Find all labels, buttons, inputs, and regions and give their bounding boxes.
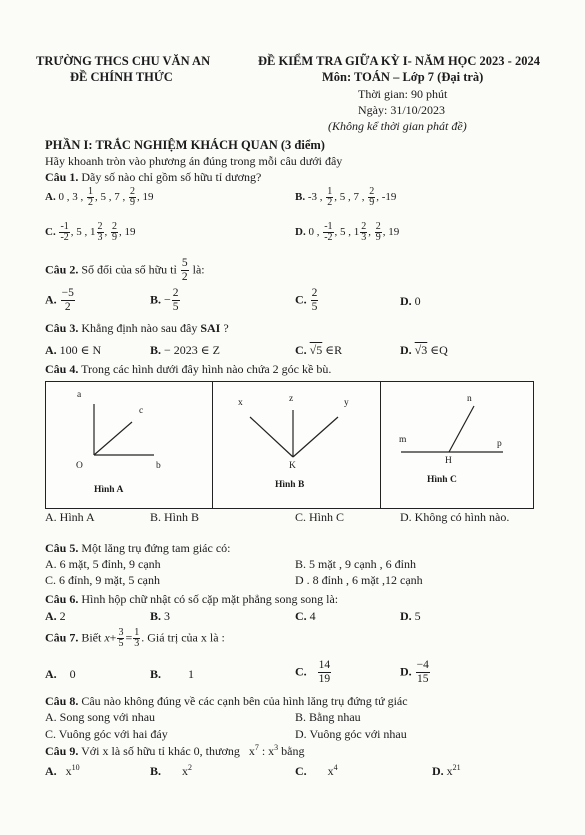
option-label: D. [400, 510, 412, 524]
option-text: , [104, 226, 108, 239]
frac-num: −5 [61, 287, 74, 299]
frac-den: -2 [324, 232, 333, 243]
q3-option-c[interactable] [295, 343, 342, 358]
frac-num: 1 [134, 627, 140, 638]
q7-option-b[interactable] [150, 667, 194, 682]
power-exponent: 2 [188, 763, 193, 772]
option-label: B. [150, 667, 162, 681]
frac-num: -1 [324, 221, 333, 232]
option-text: ∈R [322, 343, 343, 357]
q8-option-d[interactable]: D. Vuông góc với nhau [295, 727, 407, 741]
option-text: 4 [309, 609, 316, 623]
frac-num: 2 [361, 221, 367, 232]
option-text: 0 , 3 , [58, 191, 84, 204]
frac-den: -2 [60, 232, 69, 243]
option-label: C. [45, 226, 56, 239]
q4-text: Trong các hình dưới đây hình nào chứa 2 góc kề bù. [81, 362, 332, 376]
option-text: , 5 , 7 , [334, 191, 365, 204]
question-9 [45, 743, 305, 759]
exam-title: ĐỀ KIỂM TRA GIỮA KỲ I- NĂM HỌC 2023 - 2024 [258, 54, 540, 68]
question-3 [45, 321, 229, 336]
question-4 [45, 362, 331, 377]
q5-label: Câu 5. [45, 541, 79, 555]
frac-num: 5 [181, 257, 188, 269]
frac-den: 5 [311, 301, 318, 313]
power-exponent: 4 [333, 763, 338, 772]
figure-c [380, 381, 534, 509]
option-label: C. [295, 292, 307, 307]
point-label: b [156, 461, 161, 471]
option-text: ∈Q [427, 343, 448, 357]
option-label: C. [295, 510, 307, 524]
q8-option-b[interactable]: B. Bằng nhau [295, 710, 361, 724]
variable: x [104, 630, 110, 645]
option-label: A. [45, 191, 56, 204]
frac-den: 3 [361, 232, 367, 243]
option-text: -3 , [307, 191, 323, 204]
option-label: D. [432, 764, 444, 778]
school-name: TRƯỜNG THCS CHU VĂN AN [36, 54, 211, 68]
frac-num: 14 [318, 659, 331, 671]
q3-option-a[interactable] [45, 343, 101, 358]
power-base: x [248, 744, 255, 758]
option-text: 0 , [308, 226, 320, 239]
q7-option-c[interactable] [295, 659, 332, 686]
frac-den: 9 [112, 232, 118, 243]
figure-caption: Hình C [427, 475, 457, 485]
q8-option-c[interactable]: C. Vuông góc với hai đáy [45, 727, 168, 741]
q3-label: Câu 3. [45, 321, 79, 335]
frac-num: 1 [87, 186, 93, 197]
q5-option-a[interactable]: A. 6 mặt, 5 đỉnh, 9 cạnh [45, 557, 161, 571]
q9-option-d[interactable] [432, 763, 461, 779]
frac-num: −4 [416, 659, 429, 671]
exam-date: Ngày: 31/10/2023 [358, 103, 445, 117]
q1-option-d[interactable] [295, 222, 399, 243]
frac-den: 2 [64, 301, 71, 313]
exam-time: Thời gian: 90 phút [358, 87, 448, 101]
q7-label: Câu 7. [45, 630, 79, 645]
q2-option-c[interactable] [295, 287, 319, 314]
frac-den: 9 [129, 197, 135, 208]
option-label: D. [400, 664, 412, 679]
exam-note: (Không kể thời gian phát đề) [328, 119, 467, 133]
power-base: x [65, 764, 72, 778]
figure-b [212, 381, 382, 509]
q6-option-b[interactable] [150, 609, 170, 624]
point-label: O [76, 461, 83, 471]
point-label: x [238, 398, 243, 408]
q1-label: Câu 1. [45, 170, 79, 184]
frac-num: 1 [327, 186, 333, 197]
point-label: a [77, 390, 82, 400]
frac-den: 5 [118, 638, 124, 649]
option-label: B. [150, 343, 162, 357]
option-label: D. [400, 609, 412, 623]
power-base: x [182, 764, 189, 778]
frac-num: 2 [311, 287, 318, 299]
frac-den: 3 [97, 232, 103, 243]
frac-num: 2 [375, 221, 381, 232]
option-text: Hình B [164, 510, 200, 524]
angle-diagram-a [46, 382, 213, 508]
option-text: , 5 , 1 [70, 226, 96, 239]
option-label: C. [295, 664, 307, 679]
option-label: C. [295, 609, 307, 623]
frac-num: -1 [60, 221, 69, 232]
q7-text: Biết [81, 630, 102, 645]
option-label: D. [400, 343, 412, 357]
option-text: 5 [414, 609, 421, 623]
question-5 [45, 541, 230, 556]
frac-den: 3 [134, 638, 140, 649]
frac-num: 2 [97, 221, 103, 232]
q4-option-d[interactable] [400, 510, 509, 525]
q9-option-c[interactable] [295, 763, 338, 779]
question-8 [45, 694, 408, 709]
point-label: H [445, 456, 452, 466]
option-label: A. [45, 764, 57, 778]
option-text: , [368, 226, 372, 239]
part1-instruction: Hãy khoanh tròn vào phương án đúng trong mỗi câu dưới đây [45, 154, 343, 168]
official-label: ĐỀ CHÍNH THỨC [70, 70, 173, 84]
option-label: A. [45, 510, 57, 524]
question-7 [45, 628, 225, 649]
q9-label: Câu 9. [45, 744, 79, 758]
q6-label: Câu 6. [45, 592, 79, 606]
subject: Môn: TOÁN – Lớp 7 (Đại trà) [322, 70, 484, 84]
q9-option-b[interactable] [150, 763, 192, 779]
point-label: c [139, 406, 144, 416]
option-label: D. [400, 294, 412, 308]
q8-option-a[interactable]: A. Song song với nhau [45, 710, 156, 724]
option-text: , -19 [376, 191, 397, 204]
q3-option-d[interactable] [400, 343, 448, 358]
option-label: A. [45, 343, 57, 357]
power-exponent: 3 [274, 743, 279, 752]
option-label: D. [295, 226, 306, 239]
option-text: 3 [164, 609, 171, 623]
q7-text-end: . Giá trị của x là : [141, 630, 225, 645]
figure-a [45, 381, 214, 509]
q9-option-a[interactable] [45, 763, 80, 779]
option-text: , 5 , 7 , [94, 191, 126, 204]
power-exponent: 7 [254, 743, 259, 752]
frac-num: 2 [369, 186, 375, 197]
option-label: B. [150, 510, 162, 524]
option-label: B. [295, 191, 306, 204]
point-label: m [399, 435, 407, 445]
q5-text: Một lăng trụ đứng tam giác có: [81, 541, 231, 555]
option-text: Hình C [309, 510, 345, 524]
q3-option-b[interactable] [150, 343, 220, 358]
point-label: y [344, 398, 349, 408]
q8-text: Câu nào không đúng về các cạnh bên của hình lăng trụ đứng tứ giác [81, 694, 408, 708]
q3-text-bold: SAI [200, 321, 221, 335]
frac-den: 15 [417, 673, 429, 685]
question-6 [45, 592, 338, 607]
q2-option-b[interactable] [150, 287, 181, 314]
option-text: 100 ∈ N [59, 343, 102, 357]
frac-num: 2 [112, 221, 118, 232]
option-text: Hình A [59, 510, 95, 524]
option-label: A. [45, 667, 57, 681]
q4-option-c[interactable] [295, 510, 344, 525]
option-text: − 2023 ∈ Z [164, 343, 220, 357]
point-label: n [467, 394, 472, 404]
option-text: 0 [414, 294, 421, 308]
operator: : [261, 744, 266, 758]
frac-den: 9 [375, 232, 381, 243]
q9-text-end: bằng [281, 744, 305, 758]
q8-label: Câu 8. [45, 694, 79, 708]
q5-option-d[interactable]: D . 8 đỉnh , 6 mặt ,12 cạnh [295, 573, 423, 587]
q5-option-b[interactable]: B. 5 mặt , 9 cạnh , 6 đỉnh [295, 557, 416, 571]
power-exponent: 21 [452, 763, 461, 772]
q6-option-d[interactable] [400, 609, 421, 624]
q7-option-d[interactable] [400, 659, 431, 686]
q4-option-a[interactable] [45, 510, 95, 525]
q9-text: Với x là số hữu tỉ khác 0, thương [81, 744, 240, 758]
question-2 [45, 257, 205, 284]
option-text: 2 [59, 609, 66, 623]
frac-den: 2 [87, 197, 93, 208]
option-label: B. [150, 764, 162, 778]
option-text: , 19 [136, 191, 154, 204]
operator: = [125, 630, 133, 645]
option-text: , 5 , 1 [334, 226, 360, 239]
frac-den: 19 [318, 673, 331, 685]
question-1 [45, 170, 261, 185]
q3-text-end: ? [223, 321, 229, 335]
angle-diagram-c [381, 382, 533, 508]
option-label: B. [150, 292, 162, 307]
operator: + [109, 630, 117, 645]
point-label: p [497, 439, 502, 449]
q2-text: Số đối của số hữu tỉ [81, 262, 177, 277]
option-text: 0 [69, 667, 76, 681]
q1-text: Dãy số nào chỉ gồm số hữu tỉ dương? [81, 170, 262, 184]
option-text: 1 [188, 667, 195, 681]
frac-den: 5 [172, 301, 179, 313]
q4-label: Câu 4. [45, 362, 79, 376]
q2-option-d[interactable] [400, 294, 421, 309]
q3-text: Khẳng định nào sau đây [81, 321, 198, 335]
option-label: A. [45, 609, 57, 623]
frac-den: 2 [181, 271, 188, 283]
q1-option-a[interactable] [45, 187, 153, 208]
option-label: C. [295, 343, 307, 357]
q2-label: Câu 2. [45, 262, 79, 277]
frac-num: 3 [118, 627, 124, 638]
q1-option-b[interactable] [295, 187, 396, 208]
option-label: A. [45, 292, 57, 307]
q6-option-a[interactable] [45, 609, 66, 624]
q1-option-c[interactable] [45, 222, 136, 243]
option-label: B. [150, 609, 162, 623]
option-label: C. [295, 764, 307, 778]
option-text: Không có hình nào. [414, 510, 510, 524]
figure-caption: Hình A [94, 485, 124, 495]
q2-option-a[interactable] [45, 287, 76, 314]
q6-text: Hình hộp chữ nhật có số cặp mặt phẳng song song là: [81, 592, 339, 606]
q6-option-c[interactable] [295, 609, 316, 624]
option-text: , 19 [119, 226, 136, 239]
point-label: K [289, 461, 296, 471]
power-exponent: 10 [71, 763, 80, 772]
q2-text-end: là: [192, 262, 205, 277]
q4-option-b[interactable] [150, 510, 199, 525]
sqrt-expr: √3 [414, 343, 428, 357]
sqrt-expr: √5 [309, 343, 323, 357]
point-label: z [289, 394, 294, 404]
frac-num: 2 [172, 287, 179, 299]
q7-option-a[interactable] [45, 667, 76, 682]
q5-option-c[interactable]: C. 6 đỉnh, 9 mặt, 5 cạnh [45, 573, 160, 587]
option-text: , 19 [382, 226, 400, 239]
power-base: x [327, 764, 334, 778]
power-base: x [446, 764, 453, 778]
frac-den: 2 [327, 197, 333, 208]
minus-sign: − [164, 292, 171, 307]
power-base: x [268, 744, 275, 758]
frac-den: 9 [369, 197, 375, 208]
part1-title: PHẦN I: TRẮC NGHIỆM KHÁCH QUAN (3 điểm) [45, 138, 325, 152]
frac-num: 2 [129, 186, 135, 197]
figure-caption: Hình B [275, 480, 305, 490]
